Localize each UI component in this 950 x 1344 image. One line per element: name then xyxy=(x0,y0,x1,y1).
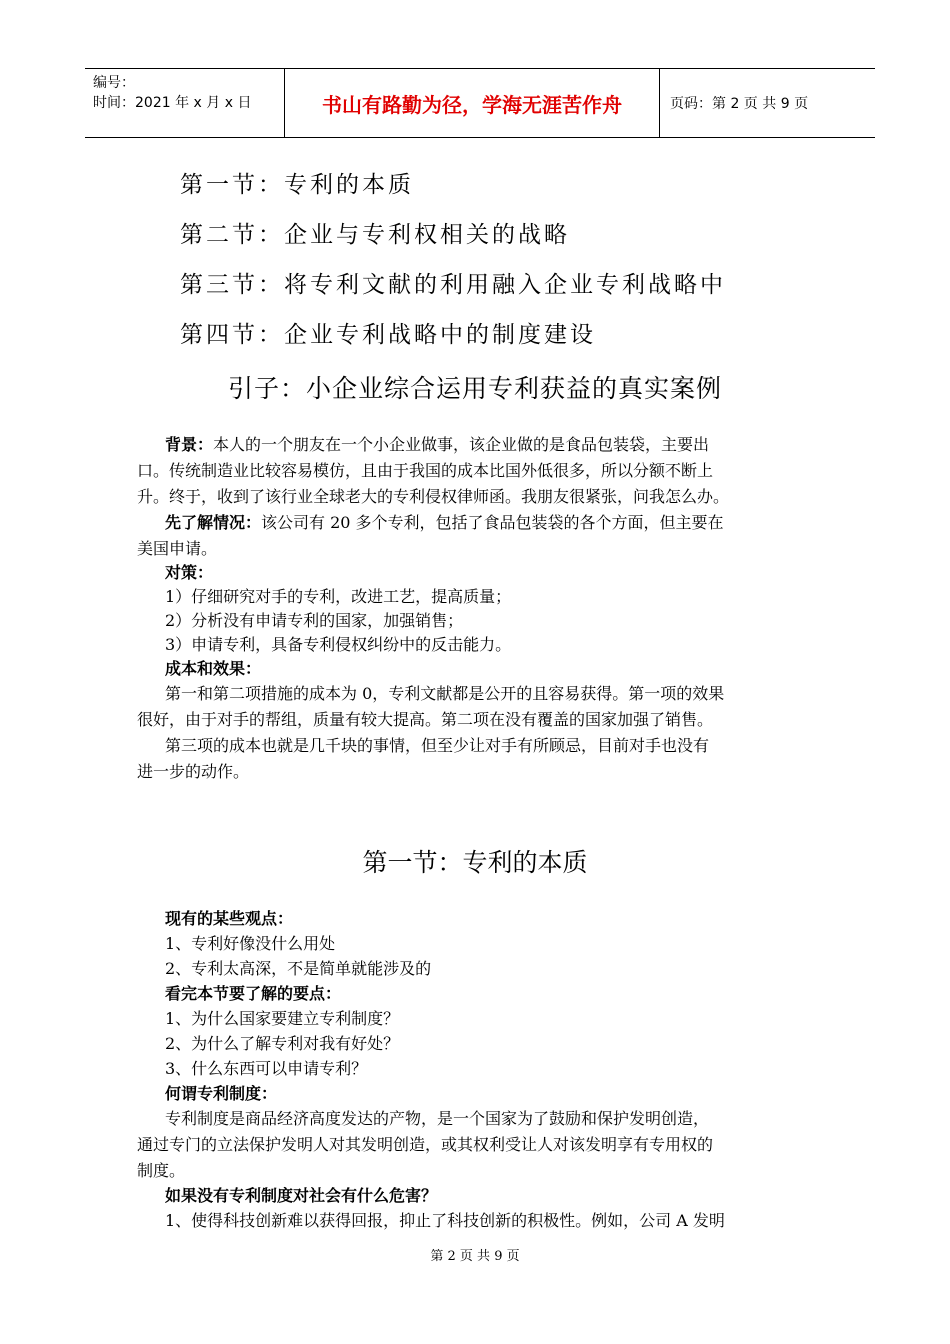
situation-line-1 xyxy=(137,510,865,536)
situation-line-2: 美国申请。 xyxy=(137,539,218,558)
background-line-2: 口。传统制造业比较容易模仿，且由于我国的成本比国外低很多，所以分额不断上 xyxy=(137,461,714,480)
background-text-1: 本人的一个朋友在一个小企业做事，该企业做的是食品包装袋，主要出 xyxy=(213,435,710,454)
view-item-1: 1、专利好像没什么用处 xyxy=(165,934,336,953)
intro-title: 引子：小企业综合运用专利获益的真实案例 xyxy=(227,374,722,403)
measure-item-1: 1）仔细研究对手的专利，改进工艺，提高质量； xyxy=(165,587,512,606)
harm-line-1: 1、使得科技创新难以获得回报，抑止了科技创新的积极性。例如，公司 A 发明 xyxy=(165,1211,725,1230)
toc-item-2: 第二节：企业与专利权相关的战略 xyxy=(180,222,570,248)
def-line-3: 制度。 xyxy=(137,1161,186,1180)
time-label: 时间：2021 年 x 月 x 日 xyxy=(93,95,252,111)
toc-item-4: 第四节：企业专利战略中的制度建设 xyxy=(180,322,596,348)
view-item-2: 2、专利太高深，不是简单就能涉及的 xyxy=(165,959,432,978)
header-page-info: 页码：第 2 页 共 9 页 xyxy=(670,96,809,112)
background-line-1 xyxy=(137,432,865,458)
header-motto: 书山有路勤为径，学海无涯苦作舟 xyxy=(285,69,660,137)
harm-label: 如果没有专利制度对社会有什么危害？ xyxy=(165,1186,438,1205)
point-item-1: 1、为什么国家要建立专利制度？ xyxy=(165,1009,400,1028)
point-item-2: 2、为什么了解专利对我有好处？ xyxy=(165,1034,400,1053)
measure-item-2: 2）分析没有申请专利的国家，加强销售； xyxy=(165,611,464,630)
page-footer: 第 2 页 共 9 页 xyxy=(430,1249,520,1264)
effect-label: 成本和效果： xyxy=(165,659,262,678)
toc-item-3: 第三节：将专利文献的利用融入企业专利战略中 xyxy=(180,272,726,298)
situation-label: 先了解情况： xyxy=(165,513,262,532)
def-line-2: 通过专门的立法保护发明人对其发明创造，或其权利受让人对该发明享有专用权的 xyxy=(137,1135,714,1154)
number-label: 编号： xyxy=(93,75,135,91)
background-line-3: 升。终于，收到了该行业全球老大的专利侵权律师函。我朋友很紧张，问我怎么办。 xyxy=(137,487,730,506)
measure-item-3: 3）申请专利，具备专利侵权纠纷中的反击能力。 xyxy=(165,635,512,654)
def-line-1: 专利制度是商品经济高度发达的产物，是一个国家为了鼓励和保护发明创造， xyxy=(165,1109,710,1128)
situation-text-1: 该公司有 20 多个专利，包括了食品包装袋的各个方面，但主要在 xyxy=(261,513,724,532)
toc-item-1: 第一节：专利的本质 xyxy=(180,172,414,198)
background-label: 背景： xyxy=(165,435,214,454)
points-label: 看完本节要了解的要点： xyxy=(165,984,342,1003)
page-header xyxy=(85,68,875,138)
views-label: 现有的某些观点： xyxy=(165,909,294,928)
def-label: 何谓专利制度： xyxy=(165,1084,278,1103)
measures-label: 对策： xyxy=(165,563,214,582)
effect-line-4: 进一步的动作。 xyxy=(137,762,250,781)
section1-title: 第一节：专利的本质 xyxy=(362,848,588,877)
point-item-3: 3、什么东西可以申请专利？ xyxy=(165,1059,368,1078)
effect-line-3: 第三项的成本也就是几千块的事情，但至少让对手有所顾忌，目前对手也没有 xyxy=(165,736,710,755)
header-meta xyxy=(85,69,285,137)
effect-line-2: 很好，由于对手的帮组，质量有较大提高。第二项在没有覆盖的国家加强了销售。 xyxy=(137,710,714,729)
effect-line-1: 第一和第二项措施的成本为 0，专利文献都是公开的且容易获得。第一项的效果 xyxy=(165,684,725,703)
